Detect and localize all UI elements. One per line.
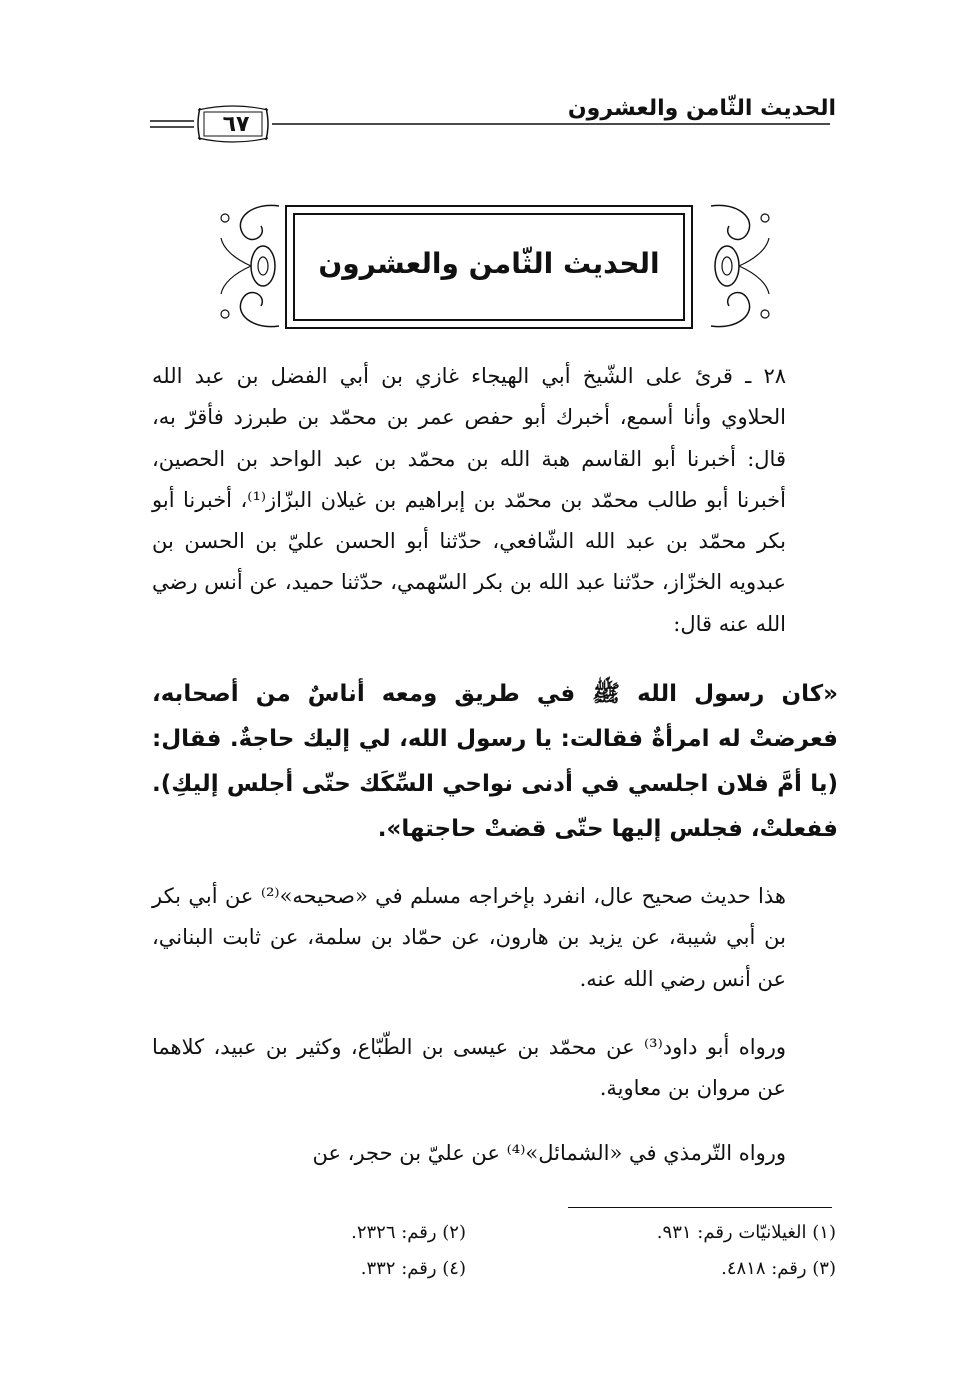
footnote-1: (١) الغيلانيّات رقم: ٩٣١. bbox=[656, 1222, 836, 1243]
footnote-2: (٢) رقم: ٢٣٢٦. bbox=[351, 1222, 466, 1243]
commentary-text-2: ورواه أبو داود⁽³⁾ عن محمّد بن عيسى بن الطّبّاع، وكثير بن عبيد، كلاهما عن مروان بن معاوية. bbox=[152, 1035, 786, 1101]
commentary-paragraph-2 bbox=[152, 1027, 838, 1110]
chapter-title: الحديث الثّامن والعشرون bbox=[318, 247, 660, 280]
footnote-4: (٤) رقم: ٣٣٢. bbox=[360, 1258, 466, 1279]
page-number: ٦٧ bbox=[222, 112, 250, 137]
commentary-paragraph-3 bbox=[152, 1133, 838, 1174]
isnad-text: ٢٨ ـ قرئ على الشّيخ أبي الهيجاء غازي بن أبي الفضل بن عبد الله الحلاوي وأنا أسمع، أخبرك أبو حفص عمر بن محمّد بن طبرزد فأقرّ به، قال: أخبرنا أبو القاسم هبة الله بن محمّد بن عبد الواحد بن الحصين، أخبرنا أبو طالب محمّد بن محمّد بن إبراهيم بن غيلان البزّاز⁽¹⁾، أخبرنا أبو بكر محمّد بن عبد الله الشّافعي، حدّثنا أبو الحسن عليّ بن الحسن بن عبدويه الخزّاز، حدّثنا عبد الله بن بكر السّهمي، حدّثنا حميد، عن أنس رضي الله عنه قال: bbox=[152, 364, 787, 636]
footnote-3: (٣) رقم: ٤٨١٨. bbox=[721, 1258, 836, 1279]
commentary-text-1: هذا حديث صحيح عال، انفرد بإخراجه مسلم في «صحيحه»⁽²⁾ عن أبي بكر بن أبي شيبة، عن يزيد بن هارون، عن حمّاد بن سلمة، عن ثابت البناني، عن أنس رضي الله عنه. bbox=[152, 884, 786, 991]
floral-ornament-left bbox=[213, 198, 283, 334]
isnad-paragraph bbox=[152, 356, 838, 645]
chapter-title-frame bbox=[285, 205, 693, 329]
floral-ornament-right bbox=[707, 198, 777, 334]
running-title: الحديث الثّامن والعشرون bbox=[567, 96, 836, 121]
matn-paragraph bbox=[152, 672, 838, 852]
footnote-divider bbox=[568, 1207, 832, 1208]
matn-text: «كان رسول الله ﷺ في طريق ومعه أناسٌ من أصحابه، فعرضتْ له امرأةٌ فقالت: يا رسول الله، لي إليك حاجةٌ. فقال: (يا أمَّ فلان اجلسي في أدنى نواحي السِّكَك حتّى أجلس إليكِ). ففعلتْ، فجلس إليها حتّى قضتْ حاجتها». bbox=[152, 681, 838, 842]
commentary-text-3: ورواه التّرمذي في «الشمائل»⁽⁴⁾ عن عليّ بن حجر، عن bbox=[312, 1141, 786, 1165]
commentary-paragraph-1 bbox=[152, 876, 838, 1000]
